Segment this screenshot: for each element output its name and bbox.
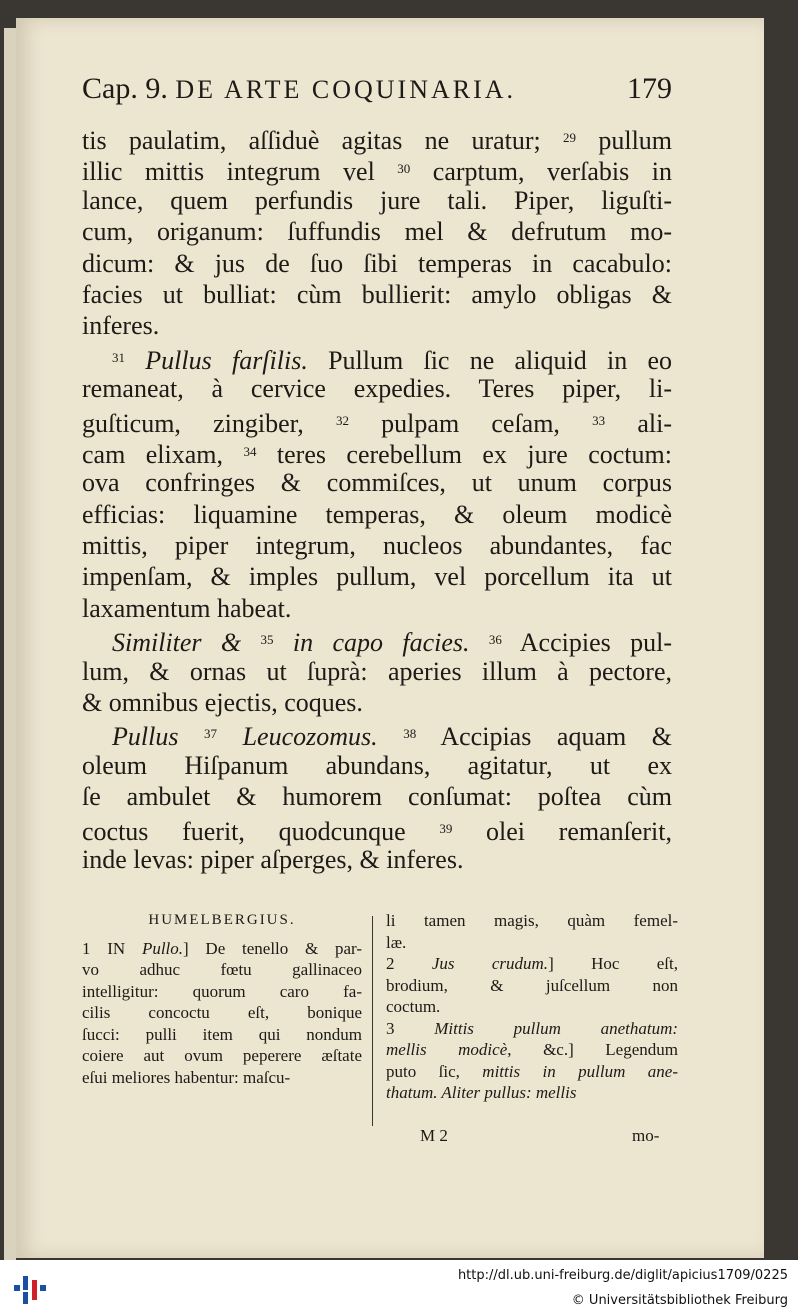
text-run: li tamen magis, quàm femel-: [386, 911, 678, 930]
text-line: [82, 844, 672, 875]
text-run: laxamentum habeat.: [82, 593, 292, 623]
footnote-reference: 29: [563, 130, 577, 145]
italic-run: mittis in pullum ane-: [482, 1061, 678, 1081]
text-run: facies ut bulliat: cùm bullierit: amylo obligas &: [82, 279, 672, 309]
text-line: [82, 310, 672, 341]
text-run: ] Hoc eſt,: [548, 954, 678, 973]
viewer-footer: [0, 1260, 798, 1316]
text-run: inde levas: piper aſperges, & inferes.: [82, 844, 464, 874]
text-run: dicum: & jus de ſuo ſibi temperas in cacabulo:: [82, 248, 672, 278]
chapter-label: Cap. 9.: [82, 72, 168, 105]
text-line: [82, 781, 672, 812]
main-text: [82, 122, 672, 875]
text-run: illic mittis integrum vel: [82, 157, 398, 187]
text-run: [378, 722, 404, 751]
text-run: oleum Hiſpanum abundans, agitatur, ut ex: [82, 750, 672, 780]
text-line: [82, 530, 672, 561]
source-url[interactable]: http://dl.ub.uni-freiburg.de/diglit/apicius1709/0225: [457, 1268, 788, 1283]
footnotes-right-column: [386, 910, 678, 1104]
text-run: vo adhuc fœtu gallinaceo: [82, 960, 362, 979]
text-run: olei remanſerit,: [452, 816, 672, 846]
note-line: [386, 1061, 678, 1083]
text-run: læ.: [386, 932, 407, 952]
footnote-reference: 34: [243, 443, 257, 459]
book-title: DE ARTE COQUINARIA.: [175, 75, 517, 104]
footnote-reference: 30: [397, 161, 411, 177]
note-line: [386, 1018, 678, 1040]
copyright-notice: © Universitätsbibliothek Freiburg: [571, 1293, 788, 1308]
note-line: [82, 1024, 362, 1046]
note-line: [82, 981, 362, 1003]
note-line: [386, 932, 678, 954]
footnote-reference: 36: [488, 632, 502, 648]
text-line: [82, 687, 672, 718]
text-run: [125, 346, 145, 375]
footnote-reference: 31: [112, 349, 125, 365]
text-run: mittis, piper integrum, nucleos abundantes, fac: [82, 531, 672, 561]
note-line: [386, 1039, 678, 1061]
text-run: tis paulatim, aſſiduè agitas ne uratur;: [82, 126, 564, 155]
text-run: , &c.] Legendum: [507, 1040, 678, 1059]
text-line: [82, 718, 672, 752]
text-run: [470, 628, 489, 657]
footnote-reference: 35: [260, 632, 274, 648]
text-run: ſe ambulet & humorem conſumat: poſtea cùm: [82, 782, 672, 812]
text-run: lance, quem perfundis jure tali. Piper, liguſti-: [82, 185, 672, 215]
italic-run: Leucozomus.: [217, 722, 378, 752]
text-run: cum, origanum: ſuffundis mel & defrutum mo-: [82, 217, 672, 247]
text-run: coctus fuerit, quodcunque: [82, 816, 440, 846]
italic-run: Mittis pullum anethatum:: [434, 1018, 679, 1038]
page-edge: [4, 28, 16, 1260]
note-line: [386, 953, 678, 975]
footnotes-left-column: [82, 910, 362, 1088]
text-run: coctum.: [386, 997, 441, 1016]
text-line: [82, 561, 672, 592]
text-run: Accipias aquam &: [416, 722, 672, 752]
note-line: [386, 996, 678, 1018]
text-line: [82, 153, 672, 187]
text-run: cilis concoctu eſt, bonique: [82, 1003, 362, 1022]
text-run: Accipies pul-: [501, 628, 672, 658]
text-run: efficias: liquamine temperas, & oleum modicè: [82, 499, 672, 529]
text-run: lum, & ornas ut ſuprà: aperies illum à pectore,: [82, 656, 672, 686]
footnote-reference: 32: [335, 412, 349, 428]
note-line: [82, 1067, 362, 1089]
italic-run: Jus crudum.: [431, 954, 549, 973]
text-run: ova confringes & commiſces, ut unum corpus: [82, 468, 672, 498]
text-line: [82, 750, 672, 781]
italic-run: Pullus farſilis.: [145, 345, 308, 375]
italic-run: Pullo.: [141, 938, 184, 958]
text-line: [82, 185, 672, 216]
text-run: impenſam, & imples pullum, vel porcellum ita ut: [82, 562, 672, 592]
text-line: [82, 813, 672, 844]
italic-run: Similiter &: [112, 628, 261, 658]
text-line: [82, 373, 672, 404]
text-run: carptum, verſabis in: [410, 157, 672, 187]
text-run: intelligitur: quorum caro fa-: [82, 981, 362, 1001]
text-run: ſucci: pulli item qui nondum: [82, 1024, 362, 1044]
note-line: [386, 910, 678, 932]
note-line: [82, 938, 362, 960]
note-line: [82, 1002, 362, 1024]
text-line: [82, 467, 672, 498]
note-line: [82, 959, 362, 981]
italic-run: mellis modicè: [386, 1040, 508, 1059]
footnote-reference: 33: [592, 412, 606, 428]
catchword: mo-: [632, 1126, 660, 1145]
text-run: cam elixam,: [82, 439, 244, 469]
text-run: pulpam ceſam,: [348, 408, 593, 438]
text-run: coiere aut ovum peperere æſtate: [82, 1046, 362, 1065]
text-run: puto ſic,: [386, 1061, 483, 1081]
note-line: [386, 975, 678, 997]
footnote-reference: 38: [403, 726, 417, 742]
footnote-reference: 39: [439, 820, 453, 836]
signature-mark: M 2: [420, 1126, 448, 1145]
italic-run: thatum. Aliter pullus: mellis: [386, 1083, 577, 1102]
text-run: 2: [386, 954, 432, 973]
text-run: remaneat, à cervice expedies. Teres piper, li-: [82, 374, 672, 404]
page-number: 179: [627, 72, 672, 105]
text-line: [82, 593, 672, 624]
text-line: [82, 499, 672, 530]
italic-run: in capo facies.: [273, 628, 470, 658]
note-line: [82, 1045, 362, 1067]
text-run: 1 IN: [82, 938, 142, 958]
text-run: guſticum, zingiber,: [82, 408, 336, 438]
footnotes-heading: HUMELBERGIUS.: [148, 912, 296, 928]
text-line: [82, 279, 672, 310]
text-line: [82, 216, 672, 247]
footnote-reference: 37: [204, 726, 218, 742]
text-run: inferes.: [82, 311, 160, 341]
text-run: eſui meliores habentur: maſcu-: [82, 1067, 291, 1087]
text-line: [82, 405, 672, 436]
column-divider: [372, 916, 373, 1126]
text-line: [82, 656, 672, 687]
note-line: [386, 1082, 678, 1104]
text-run: ali-: [605, 408, 672, 438]
text-line: [82, 624, 672, 658]
text-line: [82, 436, 672, 467]
text-line: [82, 342, 672, 373]
text-run: brodium, & juſcellum non: [386, 975, 678, 995]
library-logo-icon: [12, 1270, 48, 1306]
text-run: Pullum ſic ne aliquid in eo: [307, 345, 672, 375]
text-line: [82, 122, 672, 153]
running-head: [82, 72, 672, 106]
text-run: & omnibus ejectis, coques.: [82, 688, 363, 718]
text-run: ] De tenello & par-: [183, 938, 362, 958]
text-run: teres cerebellum ex jure coctum:: [256, 439, 672, 469]
text-run: 3: [386, 1018, 435, 1038]
italic-run: Pullus: [112, 722, 205, 752]
text-run: pullum: [576, 126, 673, 155]
text-line: [82, 248, 672, 279]
